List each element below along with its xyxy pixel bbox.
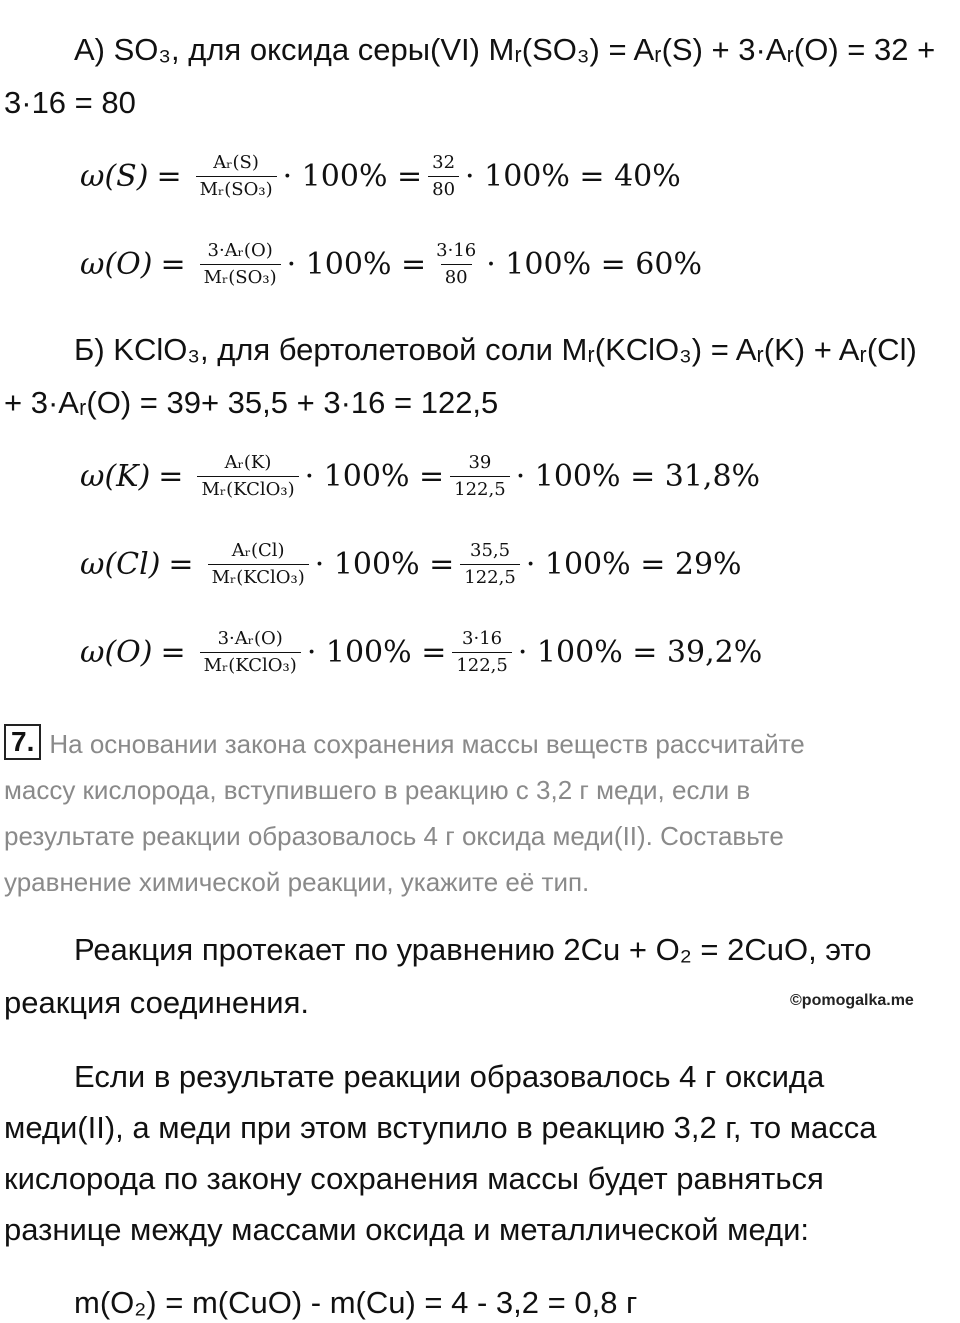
formula-lhs: ω(O) (80, 247, 153, 282)
formula-result: · 100% = 39,2% (517, 635, 763, 670)
task-line-4: уравнение химической реакции, укажите её тип. (4, 867, 590, 897)
fraction (200, 628, 301, 677)
fraction (200, 240, 281, 289)
formula-middle: · 100% = (304, 459, 445, 494)
part-b-line-1: Б) KClO₃, для бертолетовой соли Mᵣ(KClO₃) = Aᵣ(K) + Aᵣ(Cl) (74, 332, 917, 367)
fraction-values (428, 152, 459, 201)
formula-lhs: ω(K) (80, 459, 151, 494)
fraction-denominator: Mᵣ(SO₃) (196, 176, 277, 201)
formula-lhs: ω(O) (80, 635, 153, 670)
fraction-numerator: Aᵣ(S) (213, 152, 259, 173)
task-line-2: массу кислорода, вступившего в реакцию с 3,2 г меди, если в (4, 775, 751, 805)
fraction-denominator: 80 (428, 176, 459, 201)
answer-final-equation: m(O₂) = m(CuO) - m(Cu) = 4 - 3,2 = 0,8 г (74, 1285, 638, 1320)
fraction-values (432, 240, 480, 289)
fraction-denominator: 122,5 (452, 652, 512, 677)
answer-p2-line-2: меди(II), а меди при этом вступило в реакцию 3,2 г, то масса (4, 1110, 877, 1145)
formula-middle: · 100% = (314, 547, 455, 582)
part-b-line-2: + 3·Aᵣ(O) = 39+ 35,5 + 3·16 = 122,5 (4, 385, 499, 420)
formula-omega-k: ω(K) = $\frac{\text{Aᵣ(K)}}{\text{Mᵣ(KClO₃)}}$ · 100% = $\frac{39}{122,5}$ · 100% = 31,8% (80, 452, 761, 500)
formula-omega-o-so3: ω(O) = $\frac{\text{3·Aᵣ(O)}}{\text{Mᵣ(SO₃)}}$ · 100% = $\frac{3\cdot 16}{80}$ · 100% = 60% (80, 240, 702, 288)
formula-result: · 100% = 29% (525, 547, 742, 582)
fraction-numerator: 3·Aᵣ(O) (207, 240, 273, 261)
formula-lhs: ω(S) (80, 159, 149, 194)
formula-lhs: ω(Cl) (80, 547, 161, 582)
watermark: ©pomogalka.me (790, 992, 914, 1009)
formula-result: · 100% = 60% (486, 247, 702, 282)
answer-p2-line-4: разнице между массами оксида и металлической меди: (4, 1212, 810, 1247)
fraction (208, 540, 309, 589)
task-number: 7. (4, 724, 41, 760)
fraction-denominator: 122,5 (450, 476, 510, 501)
task-line-3: результате реакции образовалось 4 г оксида меди(II). Составьте (4, 821, 784, 851)
task-text: На основании закона сохранения массы веществ рассчитайте (49, 729, 805, 759)
formula-middle: · 100% = (286, 247, 427, 282)
fraction-values (450, 452, 510, 501)
fraction-denominator: Mᵣ(KClO₃) (208, 564, 309, 589)
fraction-denominator: 80 (441, 264, 472, 289)
fraction-values (452, 628, 512, 677)
formula-result: · 100% = 31,8% (515, 459, 761, 494)
fraction-denominator: Mᵣ(KClO₃) (200, 652, 301, 677)
fraction-values (460, 540, 520, 589)
formula-middle: · 100% = (282, 159, 423, 194)
fraction-numerator: Aᵣ(K) (224, 452, 272, 473)
fraction-denominator: Mᵣ(KClO₃) (197, 476, 298, 501)
formula-result: · 100% = 40% (465, 159, 681, 194)
task-line-1 (4, 721, 805, 767)
answer-p1-line-1: Реакция протекает по уравнению 2Cu + O₂ = 2CuO, это (74, 932, 872, 967)
part-a-line-2: 3·16 = 80 (4, 85, 136, 120)
fraction-denominator: Mᵣ(SO₃) (200, 264, 281, 289)
fraction (197, 452, 298, 501)
formula-omega-cl: ω(Cl) = $\frac{\text{Aᵣ(Cl)}}{\text{Mᵣ(KClO₃)}}$ · 100% = $\frac{35,5}{122,5}$ · 100% = 29% (80, 540, 742, 588)
fraction-numerator: 3·Aᵣ(O) (217, 628, 283, 649)
fraction-numerator: Aᵣ(Cl) (231, 540, 285, 561)
answer-p2-line-1: Если в результате реакции образовалось 4 г оксида (74, 1059, 825, 1094)
fraction-numerator: 32 (432, 152, 456, 173)
answer-p2-line-3: кислорода по закону сохранения массы будет равняться (4, 1161, 824, 1196)
fraction (196, 152, 277, 201)
fraction-numerator: 35,5 (470, 540, 511, 561)
fraction-numerator: 39 (468, 452, 492, 473)
formula-omega-o-kclo3: ω(O) = $\frac{\text{3·Aᵣ(O)}}{\text{Mᵣ(KClO₃)}}$ · 100% = $\frac{3\cdot 16}{122,5}$ · 100% = 39,2% (80, 628, 763, 676)
fraction-numerator: 3·16 (436, 240, 477, 261)
formula-omega-s: ω(S) = $\frac{\text{Aᵣ(S)}}{\text{Mᵣ(SO₃)}}$ · 100% = $\frac{32}{80}$ · 100% = 40% (80, 152, 681, 200)
fraction-denominator: 122,5 (460, 564, 520, 589)
fraction-numerator: 3·16 (462, 628, 503, 649)
formula-middle: · 100% = (306, 635, 447, 670)
part-a-line-1: А) SO₃, для оксида серы(VI) Mᵣ(SO₃) = Aᵣ(S) + 3·Aᵣ(O) = 32 + (74, 32, 936, 67)
answer-p1-line-2: реакция соединения. (4, 985, 310, 1020)
